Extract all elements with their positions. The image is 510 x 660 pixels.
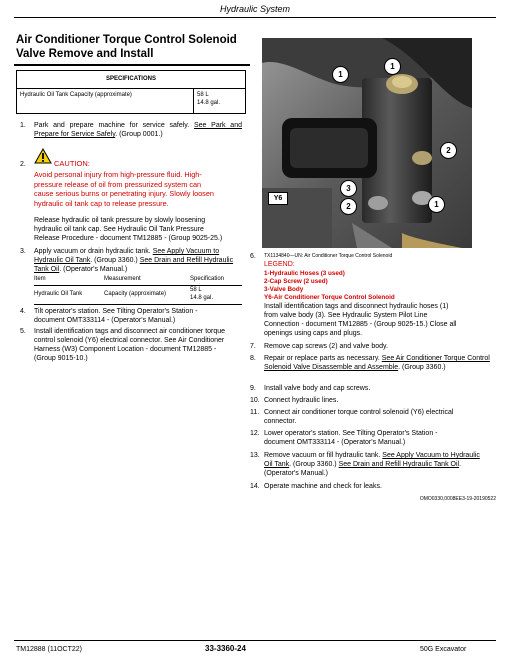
callout-1-bottom: 1 xyxy=(428,196,445,213)
photo-illustration xyxy=(262,38,472,248)
spec-box xyxy=(16,70,246,114)
spec-row-label: Hydraulic Oil Tank Capacity (approximate) xyxy=(20,92,132,98)
figure-caption: TX1134840—UN: Air Conditioner Torque Control Solenoid xyxy=(264,253,393,259)
section-header: Hydraulic System xyxy=(219,4,291,14)
legend-item: 3-Valve Body xyxy=(264,285,304,293)
legend-item: 2-Cap Screw (2 used) xyxy=(264,277,328,285)
footer-right: 50G Excavator xyxy=(420,646,467,653)
callout-3: 3 xyxy=(340,180,357,197)
legend-item: Y6-Air Conditioner Torque Control Solenoid xyxy=(264,293,395,301)
legend-title: LEGEND: xyxy=(264,261,295,268)
legend-item: 1-Hydraulic Hoses (3 used) xyxy=(264,269,345,277)
link-drain-refill[interactable]: See Drain and Refill Hydraulic Tank Oil xyxy=(34,257,234,273)
step-6-text: Install identification tags and disconnect hydraulic hoses (1) from valve body (3). See Hydraulic System Pilot Line Connection - document TM12885 - (Group 9025-15.) Close all openings using caps and plugs. xyxy=(264,303,457,337)
valve-photo xyxy=(262,38,472,248)
page-title: Air Conditioner Torque Control Solenoid Valve Remove and Install xyxy=(16,34,237,60)
warning-icon xyxy=(34,148,52,164)
caution-release-text: Release hydraulic oil tank pressure by slowly loosening hydraulic oil tank cap. See Hydraulic Oil Tank Pressure Release Procedure - document TM12885 - (Group 9025-25.) xyxy=(34,217,223,242)
link-apply-vacuum-2[interactable]: See Apply Vacuum to Hydraulic Oil Tank xyxy=(264,452,480,468)
title-rule xyxy=(14,64,250,66)
legend xyxy=(264,261,395,302)
spec-divider xyxy=(17,88,245,89)
spec-col-divider xyxy=(193,88,194,113)
link-disassemble-assemble[interactable]: See Air Conditioner Torque Control Solenoid Valve Disassemble and Assemble xyxy=(264,355,490,371)
doc-code: OMO0330,0008EE3-19-20190522 xyxy=(419,496,496,502)
caution-text: Avoid personal injury from high-pressure fluid. High- pressure release of oil from pressurized system can cause serious burns or penetrating injury. Slowly loosen hydraulic oil tank cap to release pressure. xyxy=(34,170,214,208)
caution-label: CAUTION: xyxy=(54,159,90,168)
callout-y6: Y6 xyxy=(268,192,288,205)
callout-2-right: 2 xyxy=(440,142,457,159)
spec-heading: SPECIFICATIONS xyxy=(106,76,156,82)
link-park-prepare[interactable]: See Park and Prepare for Service Safely xyxy=(34,122,242,138)
footer-left: TM12888 (11OCT22) xyxy=(16,646,83,653)
callout-2-bottom: 2 xyxy=(340,198,357,215)
header-rule xyxy=(14,17,496,18)
callout-1-top-right: 1 xyxy=(384,58,401,75)
link-apply-vacuum[interactable]: See Apply Vacuum to Hydraulic Oil Tank xyxy=(34,248,220,264)
spec-row-value: 58 L 14.8 gal. xyxy=(197,92,221,106)
link-drain-refill-2[interactable]: See Drain and Refill Hydraulic Tank Oil xyxy=(338,461,460,468)
footer-page-number: 33-3360-24 xyxy=(205,644,246,653)
spec-table: Item Measurement Specification Hydraulic Oil Tank Capacity (approximate) 58 L 14.8 gal. xyxy=(34,276,242,305)
footer-rule xyxy=(14,640,496,641)
callout-1-top: 1 xyxy=(332,66,349,83)
